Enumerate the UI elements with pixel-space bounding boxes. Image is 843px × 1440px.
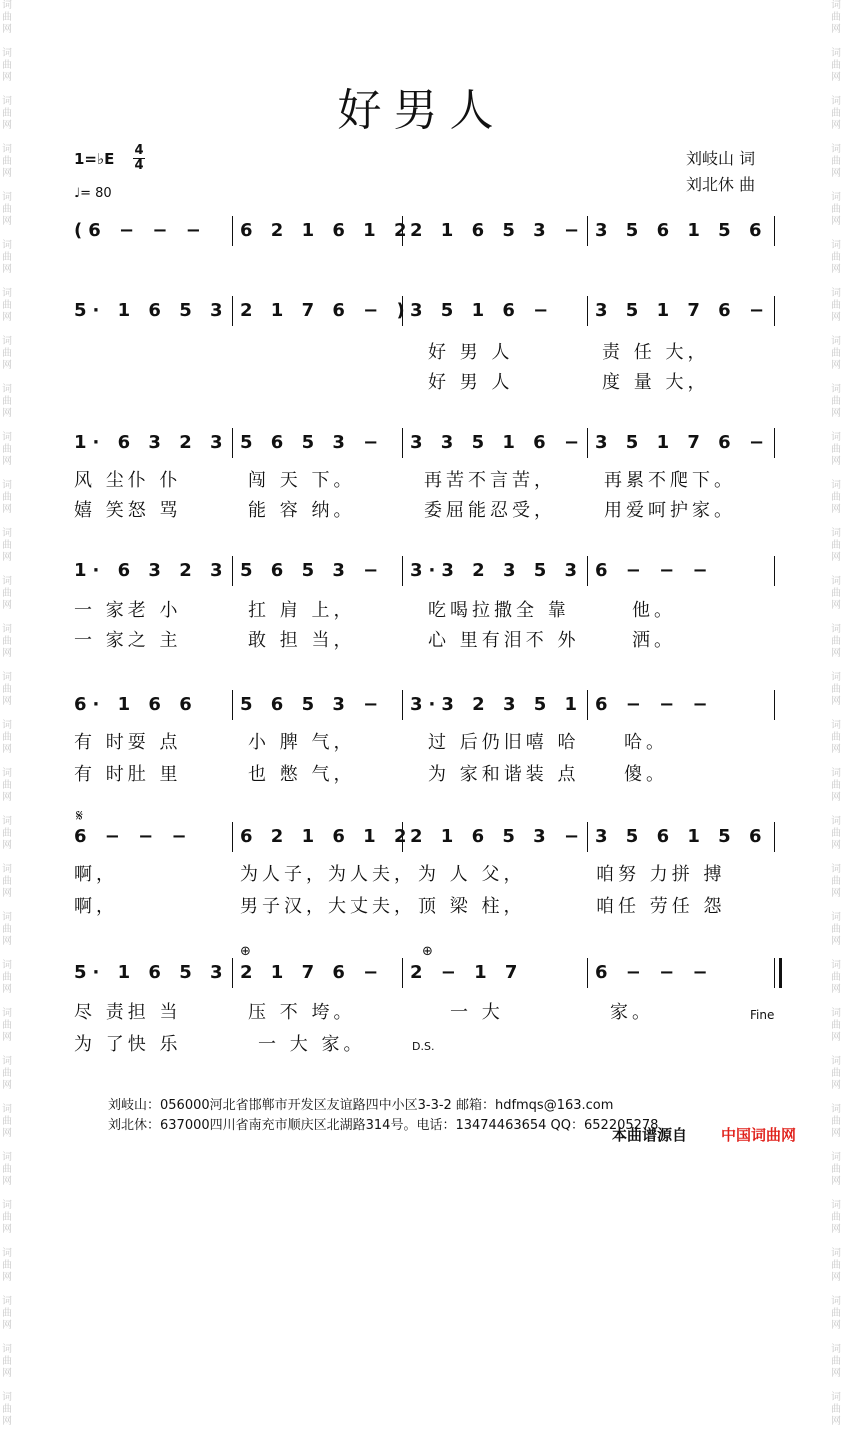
bar-line bbox=[774, 428, 775, 458]
lyric-line bbox=[72, 760, 777, 784]
measure: 5 6 5 3 − bbox=[240, 432, 385, 453]
measure: 1· 6 3 2 3 bbox=[74, 432, 229, 453]
bar-line bbox=[232, 958, 233, 988]
watermark-left: 词 曲 网 词 曲 网 词 曲 网 词 曲 网 词 曲 网 词 曲 网 词 曲 网 词 曲 网 词 曲 网 词 曲 网 词 曲 网 词 曲 网 词 曲 网 词 曲 网 词 曲 网 词 曲 网 词 曲 网 词 曲 网 词 曲 网 词 曲 网 词 曲 网 词 曲 网 词 曲 网 词 曲 网 词 曲 网 词 曲 网 词 曲 网 词 曲 网 词 曲 网 词 曲 网 bbox=[2, 0, 12, 1427]
lyric-phrase: 尽 责担 当 bbox=[74, 1002, 182, 1023]
lyric-phrase: 一 家之 主 bbox=[74, 630, 182, 651]
lyric-phrase: 闯 天 下。 bbox=[248, 470, 356, 491]
bar-line bbox=[402, 216, 403, 246]
bar-line bbox=[402, 556, 403, 586]
lyric-line bbox=[72, 860, 777, 884]
lyric-line bbox=[72, 892, 777, 916]
notation-row bbox=[72, 818, 777, 858]
lyric-line bbox=[72, 496, 777, 520]
lyric-phrase: 吃喝拉撒全 靠 bbox=[428, 600, 570, 621]
lyric-phrase: 扛 肩 上， bbox=[248, 600, 356, 621]
measure: 5 6 5 3 − bbox=[240, 694, 385, 715]
lyric-line bbox=[72, 338, 777, 362]
measure: 6 2 1 6 1 2 bbox=[240, 826, 413, 847]
lyric-phrase: 啊， bbox=[74, 896, 118, 917]
bar-line bbox=[232, 428, 233, 458]
lyric-line bbox=[72, 728, 777, 752]
bar-line bbox=[587, 556, 588, 586]
notation-row bbox=[72, 212, 777, 252]
lyric-phrase: 一 家老 小 bbox=[74, 600, 182, 621]
measure: 3 3 5 1 6 − bbox=[410, 432, 586, 453]
coda-mark-2: ⊕ bbox=[422, 944, 433, 959]
measure: 6 − − − bbox=[595, 962, 714, 983]
key-signature: 1=♭E bbox=[74, 150, 115, 168]
bar-line bbox=[587, 216, 588, 246]
bar-line bbox=[774, 556, 775, 586]
bar-line bbox=[232, 296, 233, 326]
lyric-line bbox=[72, 626, 777, 650]
lyric-phrase: 度 量 大， bbox=[602, 372, 710, 393]
meter-top: 4 bbox=[134, 143, 144, 158]
measure: 1· 6 3 2 3 bbox=[74, 560, 229, 581]
lyric-phrase: 也 憋 气， bbox=[248, 764, 356, 785]
measure: 2 1 7 6 − bbox=[240, 962, 385, 983]
bar-line bbox=[402, 296, 403, 326]
measure: 6· 1 6 6 bbox=[74, 694, 198, 715]
bar-line bbox=[232, 690, 233, 720]
lyric-phrase: 哈。 bbox=[624, 732, 668, 753]
lyric-phrase: 小 脾 气， bbox=[248, 732, 356, 753]
lyric-phrase: 为 人 父， bbox=[418, 864, 526, 885]
watermark-right: 词 曲 网 词 曲 网 词 曲 网 词 曲 网 词 曲 网 词 曲 网 词 曲 网 词 曲 网 词 曲 网 词 曲 网 词 曲 网 词 曲 网 词 曲 网 词 曲 网 词 曲 网 词 曲 网 词 曲 网 词 曲 网 词 曲 网 词 曲 网 词 曲 网 词 曲 网 词 曲 网 词 曲 网 词 曲 网 词 曲 网 词 曲 网 词 曲 网 词 曲 网 词 曲 网 bbox=[831, 0, 841, 1427]
measure: 3 5 6 1 5 6 bbox=[595, 220, 768, 241]
song-title: 好男人 bbox=[337, 85, 506, 136]
bar-line bbox=[774, 958, 782, 988]
lyric-phrase: 傻。 bbox=[624, 764, 668, 785]
measure: 3 5 1 7 6 − bbox=[595, 300, 771, 321]
lyric-phrase: 委屈能忍受， bbox=[424, 500, 556, 521]
measure: 3·3 2 3 5 3 bbox=[410, 560, 584, 581]
bar-line bbox=[587, 690, 588, 720]
lyric-phrase: 一 大 bbox=[450, 1002, 504, 1023]
measure: 3·3 2 3 5 1 bbox=[410, 694, 584, 715]
lyric-phrase: 再累不爬下。 bbox=[604, 470, 736, 491]
lyric-line bbox=[72, 998, 777, 1022]
lyric-phrase: 洒。 bbox=[632, 630, 676, 651]
meter-bottom: 4 bbox=[134, 158, 144, 173]
lyric-phrase: 男子汉，大丈夫， bbox=[240, 896, 416, 917]
tempo-marking: ♩= 80 bbox=[74, 186, 112, 201]
lyric-phrase: 能 容 纳。 bbox=[248, 500, 356, 521]
lyric-phrase: 责 任 大， bbox=[602, 342, 710, 363]
fine-mark: Fine bbox=[750, 1008, 775, 1022]
bar-line bbox=[587, 958, 588, 988]
measure: 2 1 6 5 3 − bbox=[410, 826, 586, 847]
lyric-line bbox=[72, 596, 777, 620]
lyric-phrase: 压 不 垮。 bbox=[248, 1002, 356, 1023]
notation-row bbox=[72, 954, 777, 994]
notation-row bbox=[72, 552, 777, 592]
segno-mark: 𝄋 bbox=[76, 806, 83, 825]
lyric-phrase: 风 尘仆 仆 bbox=[74, 470, 182, 491]
notation-row bbox=[72, 292, 777, 332]
coda-mark-1: ⊕ bbox=[240, 944, 251, 959]
measure: 6 − − − bbox=[74, 826, 193, 847]
lyric-phrase: 好 男 人 bbox=[428, 372, 514, 393]
lyric-phrase: 嬉 笑怒 骂 bbox=[74, 500, 182, 521]
lyric-phrase: 有 时肚 里 bbox=[74, 764, 182, 785]
bar-line bbox=[402, 822, 403, 852]
lyric-phrase: 为 了快 乐 bbox=[74, 1034, 182, 1055]
notation-row bbox=[72, 686, 777, 726]
measure: 3 5 1 7 6 − bbox=[595, 432, 771, 453]
time-signature bbox=[133, 144, 145, 173]
lyric-phrase: 啊， bbox=[74, 864, 118, 885]
bar-line bbox=[402, 428, 403, 458]
bar-line bbox=[587, 822, 588, 852]
lyric-line bbox=[72, 368, 777, 392]
measure: 2 1 7 6 − ) bbox=[240, 300, 411, 321]
ds-mark: D.S. bbox=[412, 1040, 435, 1053]
measure: 5· 1 6 5 3 bbox=[74, 962, 229, 983]
measure: 2 1 6 5 3 − bbox=[410, 220, 586, 241]
measure: 5 6 5 3 − bbox=[240, 560, 385, 581]
lyric-phrase: 一 大 家。 bbox=[258, 1034, 366, 1055]
footer-lyricist-address: 刘岐山：056000河北省邯郸市开发区友谊路四中小区3-3-2 邮箱：hdfmqs@163.com bbox=[108, 1098, 614, 1113]
lyric-phrase: 他。 bbox=[632, 600, 676, 621]
lyric-phrase: 为 家和谐装 点 bbox=[428, 764, 580, 785]
measure: 6 − − − bbox=[595, 694, 714, 715]
bar-line bbox=[587, 296, 588, 326]
notation-row bbox=[72, 424, 777, 464]
composer-credit: 刘北休 曲 bbox=[686, 175, 756, 194]
lyricist-credit: 刘岐山 词 bbox=[686, 149, 756, 168]
bar-line bbox=[232, 216, 233, 246]
bar-line bbox=[774, 690, 775, 720]
lyric-phrase: 家。 bbox=[610, 1002, 654, 1023]
lyric-phrase: 咱努 力拼 搏 bbox=[596, 864, 726, 885]
source-site: 中国词曲网 bbox=[721, 1126, 797, 1144]
lyric-phrase: 顶 梁 柱， bbox=[418, 896, 526, 917]
lyric-phrase: 用爱呵护家。 bbox=[604, 500, 736, 521]
lyric-phrase: 敢 担 当， bbox=[248, 630, 356, 651]
lyric-phrase: 为人子，为人夫， bbox=[240, 864, 416, 885]
bar-line bbox=[774, 822, 775, 852]
measure: 5· 1 6 5 3 bbox=[74, 300, 229, 321]
bar-line bbox=[774, 216, 775, 246]
footer-composer-address: 刘北休：637000四川省南充市顺庆区北湖路314号。电话：13474463654 QQ：652205278 bbox=[108, 1118, 659, 1133]
bar-line bbox=[402, 958, 403, 988]
bar-line bbox=[774, 296, 775, 326]
bar-line bbox=[232, 556, 233, 586]
measure: 6 2 1 6 1 2 bbox=[240, 220, 413, 241]
lyric-phrase: 心 里有泪不 外 bbox=[428, 630, 580, 651]
bar-line bbox=[402, 690, 403, 720]
lyric-phrase: 过 后仍旧嘻 哈 bbox=[428, 732, 580, 753]
lyric-phrase: 再苦不言苦， bbox=[424, 470, 556, 491]
measure: (6 − − − bbox=[74, 220, 207, 241]
measure: 3 5 6 1 5 6 bbox=[595, 826, 768, 847]
measure: 2 − 1 7 bbox=[410, 962, 524, 983]
lyric-line bbox=[72, 466, 777, 490]
lyric-phrase: 好 男 人 bbox=[428, 342, 514, 363]
lyric-phrase: 有 时耍 点 bbox=[74, 732, 182, 753]
lyric-phrase: 咱任 劳任 怨 bbox=[596, 896, 726, 917]
source-label: 本曲谱源自 bbox=[612, 1126, 688, 1144]
measure: 3 5 1 6 − bbox=[410, 300, 555, 321]
measure: 6 − − − bbox=[595, 560, 714, 581]
bar-line bbox=[587, 428, 588, 458]
bar-line bbox=[232, 822, 233, 852]
